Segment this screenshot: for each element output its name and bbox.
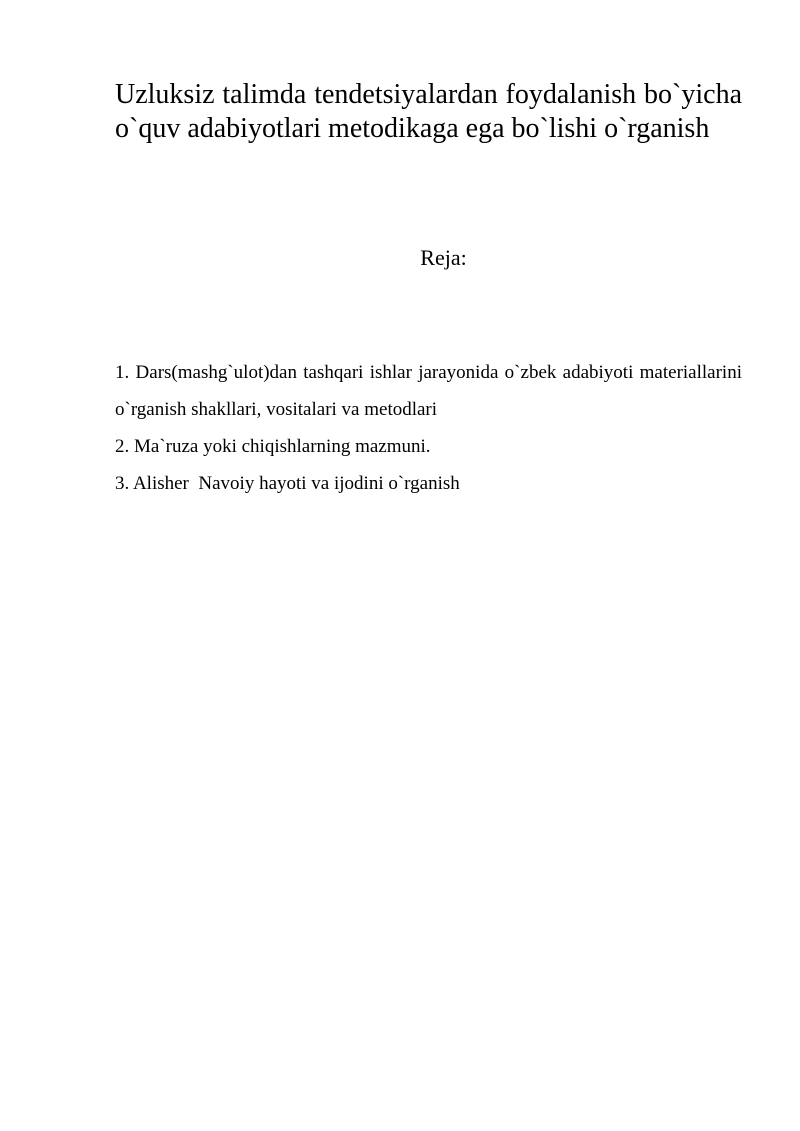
plan-item-3: 3. Alisher Navoiy hayoti va ijodini o`rganish <box>115 473 460 494</box>
plan-heading: Reja: <box>420 245 467 270</box>
document-title: Uzluksiz talimda tendetsiyalardan foydalanish bo`yicha o`quv adabiyotlari metodikaga ega bo`lishi o`rganish <box>115 79 742 144</box>
plan-list <box>115 354 742 502</box>
plan-item-1: 1. Dars(mashg`ulot)dan tashqari ishlar jarayonida o`zbek adabiyoti materiallarini o`rganish shakllari, vositalari va metodlari <box>115 362 742 420</box>
plan-item-2: 2. Ma`ruza yoki chiqishlarning mazmuni. <box>115 436 431 457</box>
